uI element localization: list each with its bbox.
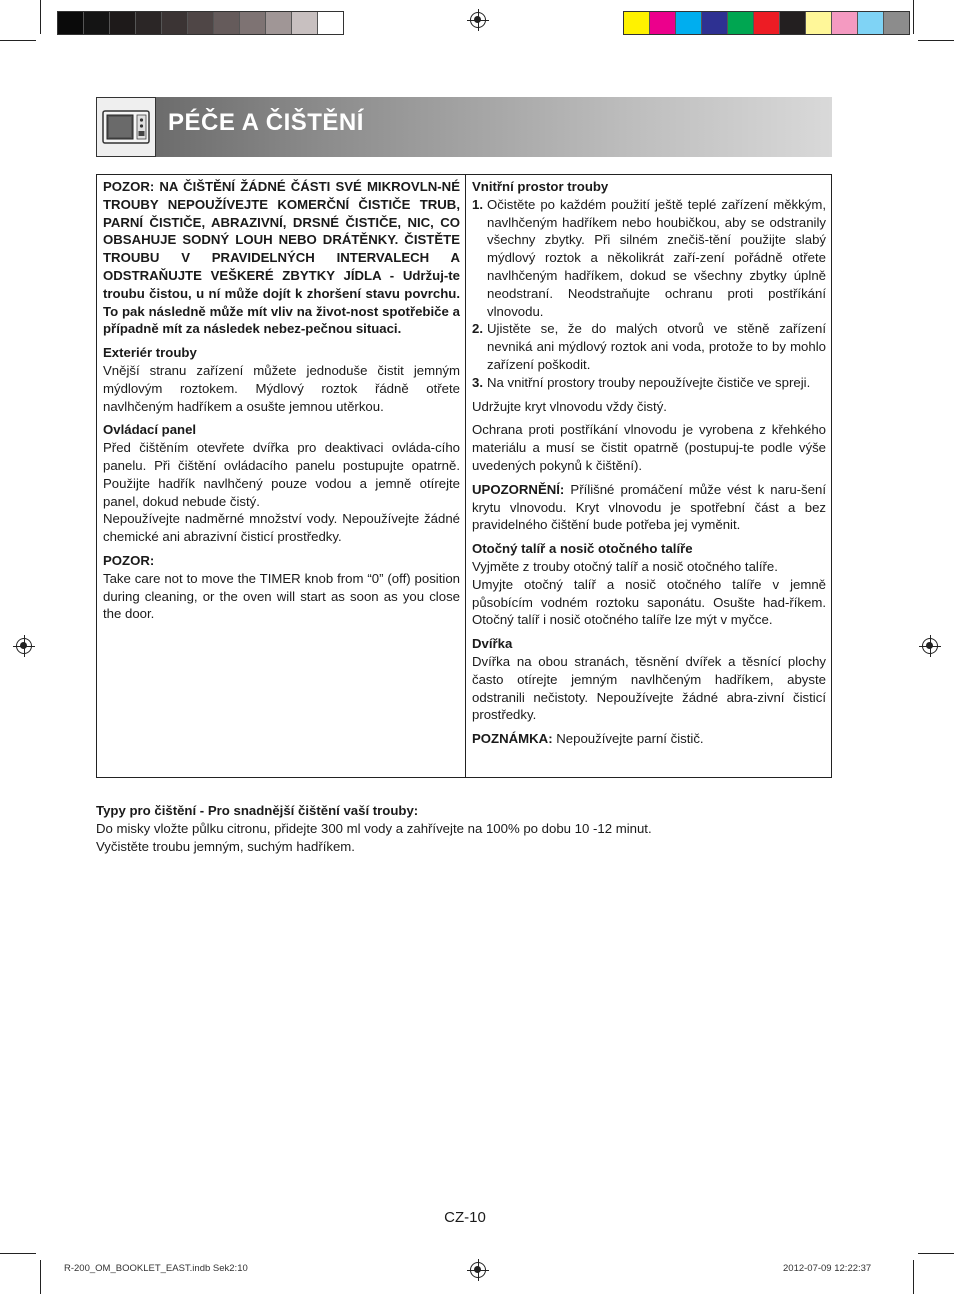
- waveguide-text: Udržujte kryt vlnovodu vždy čistý.: [472, 398, 667, 414]
- turntable-text-2: Umyjte otočný talíř a nosič otočného talíře v jemně působícím vodném roztoku saponátu. Osušte had-říkem. Otočný talíř i nosič otočného talíře lze mýt v myčce.: [472, 576, 826, 628]
- header-bar: [156, 97, 832, 157]
- color-swatch: [213, 12, 239, 34]
- registration-mark-icon: [470, 12, 486, 28]
- registration-mark-icon: [470, 1262, 486, 1278]
- warning-text: POZOR: NA ČIŠTĚNÍ ŽÁDNÉ ČÁSTI SVÉ MIKROVLN-NÉ TROUBY NEPOUŽÍVEJTE KOMERČNÍ ČISTIČE TRUB, PARNÍ ČISTIČE, ABRAZIVNÍ, DRSNÉ ČISTIČE, NIC, CO OBSAHUJE SODNÝ LOUH NEBO DRÁTĚNKY. ČISTĚTE TROUBU V PRAVIDELNÝCH INTERVALECH A ODSTRAŇUJTE VEŠKERÉ ZBYTKY JÍDLA - Udržuj-te troubu čistou, u ní může dojít k zhoršení stavu povrchu. To pak následně může mít vliv na život-nost spotřebiče a případně mít za následek nebez-pečnou situaci.: [103, 179, 460, 337]
- color-swatch: [239, 12, 265, 34]
- color-swatch: [649, 12, 675, 34]
- interior-list: [472, 196, 826, 392]
- waveguide-text-2: Ochrana proti postříkání vlnovodu je vyrobena z křehkého materiálu a musí se čistit opatrně (postupuj-te podle výše uvedených pokynů k čištění).: [472, 422, 826, 473]
- color-swatch: [675, 12, 701, 34]
- panel-text: Před čištěním otevřete dvířka pro deaktivaci ovláda-cího panelu. Při čištění ovládacího panelu postupujte opatrně. Použijte hadřík navlhčený pouze vodou a jemně otírejte panel, dokud nebude čistý.: [103, 440, 460, 509]
- color-swatch: [135, 12, 161, 34]
- color-swatch: [109, 12, 135, 34]
- exterior-heading: Exteriér trouby: [103, 345, 197, 361]
- notice-text: Přílišné promáčení může vést k naru-šení krytu vlnovodu. Kryt vlnovodu je spotřební část a bez pravidelného čištění bude potřeba jej vyměnit.: [472, 481, 826, 533]
- crop-mark: [913, 0, 914, 34]
- section-header: [96, 97, 832, 157]
- registration-mark-icon: [16, 638, 32, 654]
- left-column: [97, 175, 466, 777]
- registration-mark-icon: [922, 638, 938, 654]
- exterior-text: Vnější stranu zařízení můžete jednoduše čistit jemným mýdlovým roztokem. Mýdlový roztok řádně otřete navlhčeným hadříkem a osušte jemnou utěrkou.: [103, 362, 460, 414]
- page-number: CZ-10: [444, 1209, 486, 1226]
- right-column: [466, 175, 831, 777]
- color-swatch: [701, 12, 727, 34]
- tips-heading: Typy pro čištění - Pro snadnější čištění vaší trouby:: [96, 803, 419, 818]
- tips-line-2: Vyčistěte troubu jemným, suchým hadříkem.: [96, 839, 355, 854]
- list-number: 1.: [472, 196, 483, 212]
- list-item-text: Očistěte po každém použití ještě teplé zařízení měkkým, navlhčeným hadříkem nebo houbičkou, aby se odstranily všechny zbytky. Při silném znečiš-tění použijte slabý mýdlový roztok a několikrát zaří-zení pořádně otřete navlhčeným hadříkem, dokud se všechny zbytky úplně neodstraní. Neodstraňujte ochranu proti postříkání vlnovodu.: [487, 196, 826, 319]
- color-swatch: [883, 12, 909, 34]
- turntable-text: Vyjměte z trouby otočný talíř a nosič otočného talíře.: [472, 558, 778, 574]
- color-swatch: [265, 12, 291, 34]
- crop-mark: [40, 0, 41, 34]
- color-swatch: [624, 12, 649, 34]
- note-label: POZNÁMKA:: [472, 731, 553, 747]
- footer-file: R-200_OM_BOOKLET_EAST.indb Sek2:10: [64, 1263, 248, 1274]
- color-swatch: [187, 12, 213, 34]
- color-swatch: [58, 12, 83, 34]
- list-item-text: Na vnitřní prostory trouby nepoužívejte čističe ve spreji.: [487, 374, 811, 390]
- turntable-heading: Otočný talíř a nosič otočného talíře: [472, 541, 693, 557]
- color-swatch-strip: [623, 11, 910, 35]
- color-swatch: [753, 12, 779, 34]
- microwave-icon: [96, 97, 156, 157]
- crop-mark: [0, 1253, 36, 1254]
- list-number: 2.: [472, 321, 483, 337]
- color-swatch: [779, 12, 805, 34]
- crop-mark: [0, 40, 36, 41]
- door-text: Dvířka na obou stranách, těsnění dvířek a těsnící plochy často otírejte jemným navlhčeným hadříkem, abyste odstranili nečistoty. Nepoužívejte žádné abra-zivní čisticí prostředky.: [472, 653, 826, 723]
- cleaning-table: [96, 174, 832, 778]
- list-item: [472, 196, 826, 321]
- note-text: Nepoužívejte parní čistič.: [556, 731, 704, 747]
- color-swatch: [727, 12, 753, 34]
- crop-mark: [918, 40, 954, 41]
- list-item: [472, 320, 826, 373]
- interior-heading: Vnitřní prostor trouby: [472, 179, 609, 194]
- list-item-text: Ujistěte se, že do malých otvorů ve stěně zařízení nevniká ani mýdlový roztok ani voda, protože to by mohlo zařízení poškodit.: [487, 321, 826, 372]
- notice-label: UPOZORNĚNÍ:: [472, 481, 565, 497]
- color-swatch: [83, 12, 109, 34]
- color-swatch: [805, 12, 831, 34]
- color-swatch: [857, 12, 883, 34]
- crop-mark: [918, 1253, 954, 1254]
- crop-mark: [913, 1260, 914, 1294]
- gray-swatch-strip: [57, 11, 344, 35]
- note-paragraph: [472, 730, 826, 748]
- door-heading: Dvířka: [472, 636, 513, 652]
- color-swatch: [161, 12, 187, 34]
- crop-mark: [40, 1260, 41, 1294]
- cleaning-tips: [96, 802, 836, 856]
- color-swatch: [831, 12, 857, 34]
- caution-heading: POZOR:: [103, 552, 155, 568]
- list-number: 3.: [472, 374, 483, 390]
- list-item: [472, 374, 826, 392]
- panel-heading: Ovládací panel: [103, 422, 197, 438]
- notice-paragraph: [472, 481, 826, 534]
- color-swatch: [291, 12, 317, 34]
- footer-datetime: 2012-07-09 12:22:37: [783, 1263, 872, 1274]
- tips-line-1: Do misky vložte půlku citronu, přidejte 300 ml vody a zahřívejte na 100% po dobu 10 -12 minut.: [96, 821, 652, 836]
- caution-text: Take care not to move the TIMER knob from “0” (off) position during cleaning, or the oven will start as soon as you close the door.: [103, 570, 460, 622]
- color-swatch: [317, 12, 343, 34]
- page-title: PÉČE A ČIŠTĚNÍ: [168, 109, 364, 136]
- panel-text-2: Nepoužívejte nadměrné množství vody. Nepoužívejte žádné chemické ani abrazivní čisticí prostředky.: [103, 511, 460, 545]
